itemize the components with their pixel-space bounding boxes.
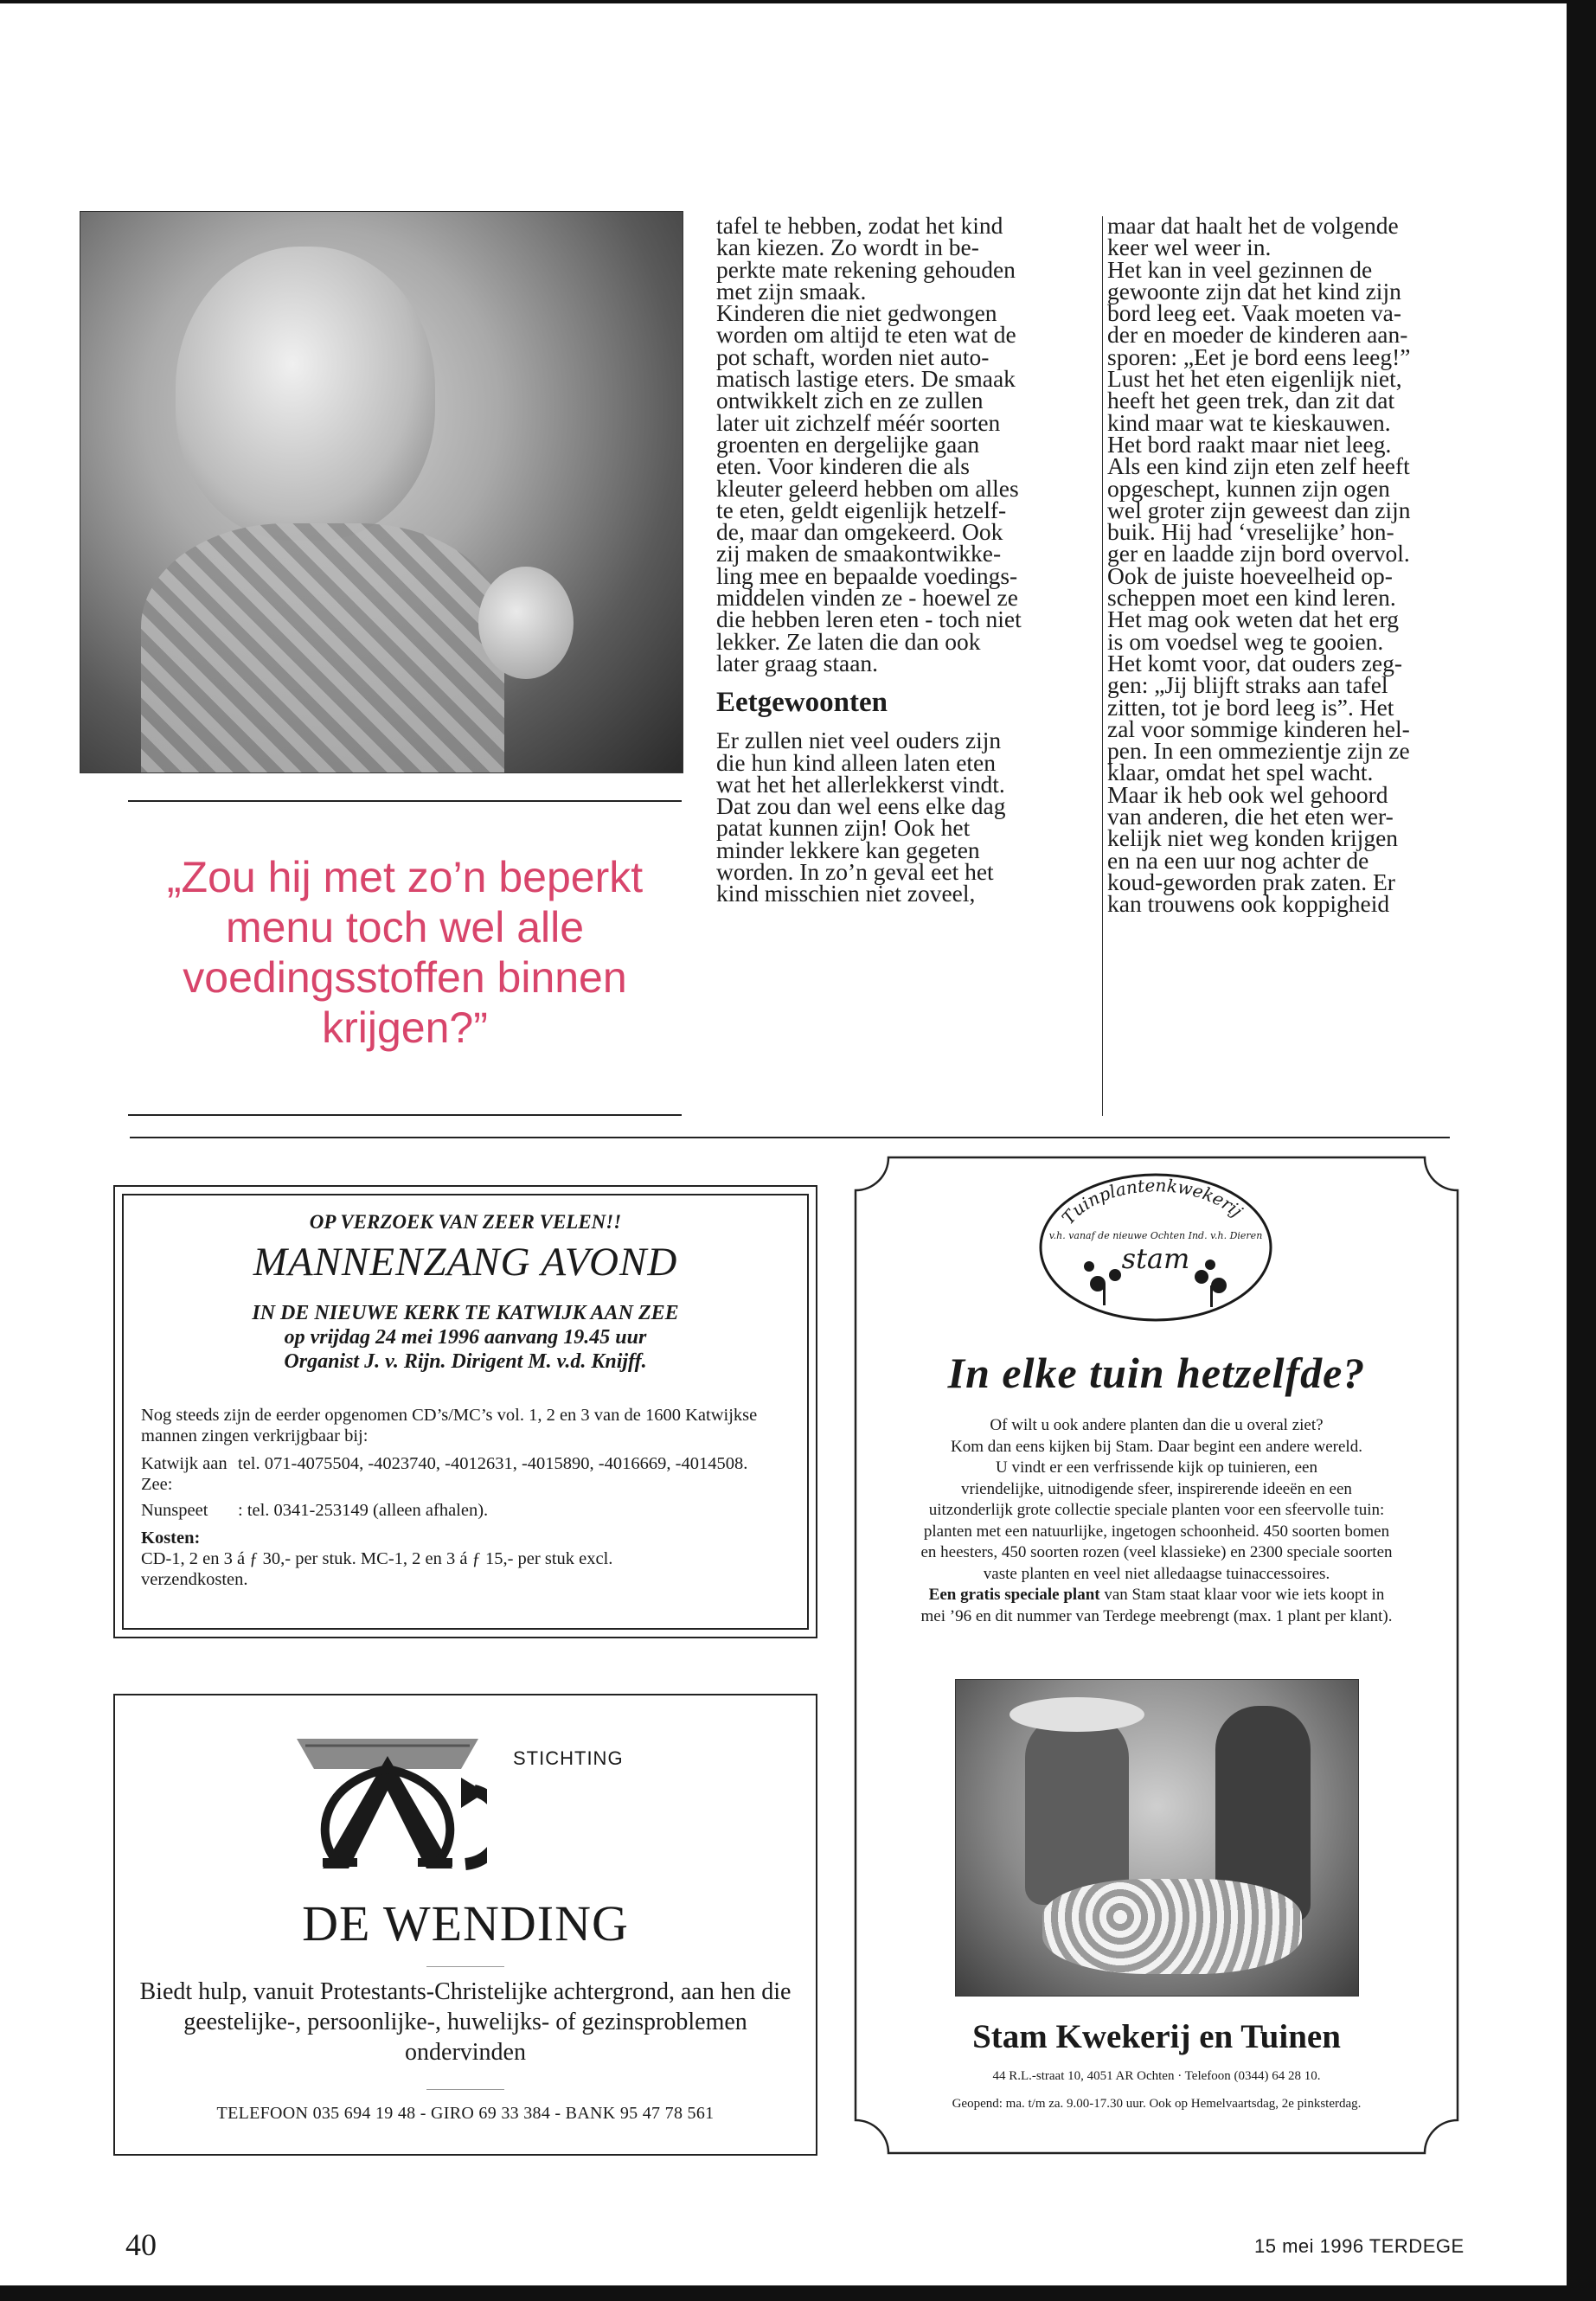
article-line: kind maar wat te kieskauwen. — [1107, 408, 1391, 436]
article-line: ling mee en bepaalde voedings- — [716, 561, 1018, 589]
de-wending-contact: TELEFOON 035 694 19 48 - GIRO 69 33 384 - BANK 95 47 78 561 — [216, 2104, 715, 2123]
alpha-omega-logo-icon — [288, 1730, 487, 1877]
photo-hat — [1010, 1697, 1144, 1732]
mannenzang-ad — [113, 1185, 817, 1638]
article-line: worden. In zo’n geval eet het — [716, 858, 994, 886]
stam-text-line: vriendelijke, uitnodigende sfeer, inspirerende ideeën en een — [961, 1479, 1352, 1498]
baby-photo — [80, 211, 683, 773]
article-column-2 — [716, 212, 1080, 907]
article-line: opgeschept, kunnen zijn ogen — [1107, 474, 1390, 502]
article-line: te eten, geldt eigenlijk hetzelf- — [716, 496, 1007, 523]
article-column-3 — [1107, 212, 1479, 918]
article-line: gewoonte zijn dat het kind zijn — [1107, 277, 1401, 304]
article-line: sporen: „Eet je bord eens leeg!” — [1107, 343, 1411, 370]
article-line: koud-geworden prak zaten. Er — [1107, 868, 1395, 895]
article-line: heeft het geen trek, dan zit dat — [1107, 387, 1395, 414]
stam-text-line: vaste planten en veel niet alledaagse tuinaccessoires. — [983, 1564, 1330, 1583]
article-line: zal voor sommige kinderen hel- — [1107, 715, 1410, 742]
article-line: klaar, omdat het spel wacht. — [1107, 759, 1374, 786]
de-wending-divider-top — [426, 1966, 504, 1967]
article-line: die hun kind alleen laten eten — [716, 748, 997, 776]
article-line: is om voedsel weg te gooien. — [1107, 627, 1384, 655]
mannenzang-header: OP VERZOEK VAN ZEER VELEN!! — [309, 1211, 622, 1233]
article-line: ger en laadde zijn bord overvol. — [1107, 540, 1410, 567]
mannenzang-nunspeet-label: Nunspeet — [141, 1501, 208, 1520]
article-line: kan trouwens ook koppigheid — [1107, 890, 1390, 918]
photo-baby-bib — [141, 523, 504, 773]
stam-owners-photo — [955, 1679, 1359, 1997]
article-bottom-rule — [130, 1137, 1450, 1138]
article-line: bord leeg eet. Vaak moeten va- — [1107, 299, 1402, 327]
article-line: van anderen, die het eten wer- — [1107, 803, 1394, 830]
mannenzang-details — [115, 1301, 816, 1374]
article-line: zij maken de smaakontwikke- — [716, 540, 1002, 567]
mannenzang-title: MANNENZANG AVOND — [253, 1240, 678, 1285]
article-line: kleuter geleerd hebben om alles — [716, 474, 1019, 502]
article-line: Lust het het eten eigenlijk niet, — [1107, 365, 1402, 393]
article-line: der en moeder de kinderen aan- — [1107, 321, 1408, 349]
article-line: Maar ik heb ook wel gehoord — [1107, 780, 1388, 808]
article-column-2-text — [716, 212, 1080, 676]
article-line: Het bord raakt maar niet leeg. — [1107, 430, 1392, 458]
stam-text-line: planten met een natuurlijke, ingetogen schoonheid. 450 soorten bomen — [923, 1522, 1390, 1541]
mannenzang-katwijk-phones: tel. 071-4075504, -4023740, -4012631, -4015890, -4016669, -4014508. — [238, 1454, 748, 1473]
article-line: Het kan in veel gezinnen de — [1107, 255, 1373, 283]
article-line: Het komt voor, dat ouders zeg- — [1107, 649, 1403, 676]
article-line: middelen vinden ze - hoewel ze — [716, 584, 1018, 612]
article-line: perkte mate rekening gehouden — [716, 255, 1016, 283]
article-line: lekker. Ze laten die dan ook — [716, 627, 981, 655]
photo-woman — [1025, 1715, 1129, 1905]
stam-offer-rest: van Stam staat klaar voor wie iets koopt in — [1104, 1586, 1385, 1604]
de-wending-description: Biedt hulp, vanuit Protestants-Christelijke achtergrond, aan hen die geestelijke-, persoonlijke-, huwelijks- of gezinsproblemen ondervinden — [139, 1978, 792, 2066]
stam-logo-arc-text: Tuinplantenkwekerij — [1057, 1175, 1247, 1228]
article-line: ontwikkelt zich en ze zullen — [716, 387, 984, 414]
article-column-2-continued — [716, 727, 1080, 907]
stam-text-line: Of wilt u ook andere planten dan die u overal ziet? — [990, 1416, 1324, 1434]
stam-text-line: en heesters, 450 soorten rozen (veel klassieke) en 2300 speciale soorten — [920, 1543, 1393, 1561]
stam-text-line: Kom dan eens kijken bij Stam. Daar begint een andere wereld. — [951, 1437, 1362, 1456]
stam-logo-sub: v.h. vanaf de nieuwe Ochten Ind. v.h. Dieren — [1048, 1230, 1263, 1241]
article-line: worden om altijd te eten wat de — [716, 321, 1016, 349]
mannenzang-musicians: Organist J. v. Rijn. Dirigent M. v.d. Knijff. — [284, 1350, 647, 1373]
page-folio: 15 mei 1996 TERDEGE — [1254, 2235, 1465, 2257]
stam-text-line: uitzonderlijk grote collectie speciale planten voor een sfeervolle tuin: — [928, 1501, 1385, 1519]
article-line: Er zullen niet veel ouders zijn — [716, 727, 1002, 754]
de-wending-divider-bottom — [426, 2089, 504, 2090]
de-wending-ad — [113, 1694, 817, 2156]
article-line: later uit zichzelf méér soorten — [716, 408, 1001, 436]
svg-text:Tuinplantenkwekerij — [1058, 1175, 1247, 1228]
mannenzang-intro: Nog steeds zijn de eerder opgenomen CD’s/MC’s vol. 1, 2 en 3 van de 1600 Katwijkse mannen zingen verkrijgbaar bij: — [141, 1406, 758, 1445]
page-number: 40 — [125, 2227, 157, 2262]
article-line: Ook de juiste hoeveelheid op- — [1107, 561, 1393, 589]
stam-opening-hours: Geopend: ma. t/m za. 9.00-17.30 uur. Ook op Hemelvaartsdag, 2e pinksterdag. — [952, 2097, 1362, 2111]
mannenzang-location: IN DE NIEUWE KERK TE KATWIJK AAN ZEE — [252, 1302, 679, 1324]
stam-logo-icon — [1037, 1171, 1275, 1323]
stam-text-lines — [862, 1415, 1451, 1585]
article-line: keer wel weer in. — [1107, 234, 1272, 261]
stam-offer-line2: mei ’96 en dit nummer van Terdege meebrengt (max. 1 plant per klant). — [920, 1606, 1393, 1625]
article-line: die hebben leren eten - toch niet — [716, 606, 1022, 633]
mannenzang-body — [141, 1405, 790, 1590]
article-line: en na een uur nog achter de — [1107, 846, 1369, 874]
mannenzang-costs: CD-1, 2 en 3 á ƒ 30,- per stuk. MC-1, 2 en 3 á ƒ 15,- per stuk excl. verzendkosten. — [141, 1549, 613, 1589]
stam-text — [862, 1415, 1451, 1627]
article-line: buik. Hij had ‘vreselijke’ hon- — [1107, 518, 1394, 546]
article-line: tafel te hebben, zodat het kind — [716, 212, 1003, 239]
article-line: zitten, tot je bord leeg is”. Het — [1107, 693, 1394, 721]
article-line: scheppen moet een kind leren. — [1107, 584, 1396, 612]
article-column-3-text — [1107, 212, 1479, 918]
mannenzang-date: op vrijdag 24 mei 1996 aanvang 19.45 uur — [284, 1326, 647, 1349]
article-line: wel groter zijn geweest dan zijn — [1107, 496, 1411, 523]
article-line: maar dat haalt het de volgende — [1107, 212, 1399, 239]
article-line: kan kiezen. Zo wordt in be- — [716, 234, 979, 261]
article-line: matisch lastige eters. De smaak — [716, 365, 1016, 393]
article-line: groenten en dergelijke gaan — [716, 430, 980, 458]
mannenzang-katwijk-row — [141, 1453, 790, 1495]
pull-quote-bottom-rule — [128, 1114, 682, 1116]
stam-offer — [862, 1585, 1451, 1606]
bottom-scan-edge — [0, 2285, 1567, 2301]
stam-offer-bold: Een gratis speciale plant — [928, 1586, 1100, 1604]
article-line: Kinderen die niet gedwongen — [716, 299, 997, 327]
mannenzang-katwijk-label: Katwijk aan Zee: — [141, 1454, 228, 1494]
article-line: de, maar dan omgekeerd. Ook — [716, 518, 1003, 546]
top-border — [0, 0, 1567, 3]
stam-text-line: U vindt er een verfrissende kijk op tuinieren, een — [996, 1458, 1317, 1477]
article-line: Het mag ook weten dat het erg — [1107, 606, 1400, 633]
pull-quote: „Zou hij met zo’n beperkt menu toch wel alle voedingsstoffen binnen krijgen?” — [166, 853, 644, 1052]
article-line: kelijk niet weg konden krijgen — [1107, 824, 1399, 852]
article-line: kind misschien niet zoveel, — [716, 880, 976, 907]
mannenzang-nunspeet-phone: : tel. 0341-253149 (alleen afhalen). — [238, 1501, 489, 1520]
photo-wheelbarrow-flowers — [1042, 1879, 1302, 1974]
article-line: patat kunnen zijn! Ook het — [716, 814, 971, 842]
stam-kwekerij-ad — [854, 1156, 1459, 2155]
de-wending-stichting: STICHTING — [513, 1747, 624, 1769]
article-subheading: Eetgewoonten — [716, 687, 888, 719]
photo-baby-hand — [478, 567, 574, 679]
article-line: later graag staan. — [716, 649, 879, 676]
article-line: wat het het allerlekkerst vindt. — [716, 770, 1005, 798]
article-line: Als een kind zijn eten zelf heeft — [1107, 452, 1410, 480]
article-line: minder lekkere kan gegeten — [716, 836, 980, 863]
right-scan-edge — [1567, 0, 1596, 2301]
mannenzang-nunspeet-row — [141, 1500, 790, 1521]
article-line: met zijn smaak. — [716, 277, 867, 304]
stam-logo-name: stam — [1121, 1242, 1190, 1275]
photo-baby-head — [176, 247, 435, 541]
pull-quote-top-rule — [128, 800, 682, 802]
article-line: eten. Voor kinderen die als — [716, 452, 971, 480]
column-separator — [1102, 216, 1103, 1116]
article-line: Dat zou dan wel eens elke dag — [716, 792, 1006, 820]
mannenzang-costs-label: Kosten: — [141, 1529, 201, 1548]
stam-address: 44 R.L.-straat 10, 4051 AR Ochten · Telefoon (0344) 64 28 10. — [992, 2069, 1321, 2083]
article-line: pen. In een ommezientje zijn ze — [1107, 737, 1410, 765]
stam-slogan: In elke tuin hetzelfde? — [947, 1349, 1366, 1397]
article-line: gen: „Jij blijft straks aan tafel — [1107, 671, 1388, 699]
de-wending-title: DE WENDING — [302, 1895, 629, 1952]
article-line: pot schaft, worden niet auto- — [716, 343, 990, 370]
stam-name: Stam Kwekerij en Tuinen — [972, 2018, 1341, 2055]
